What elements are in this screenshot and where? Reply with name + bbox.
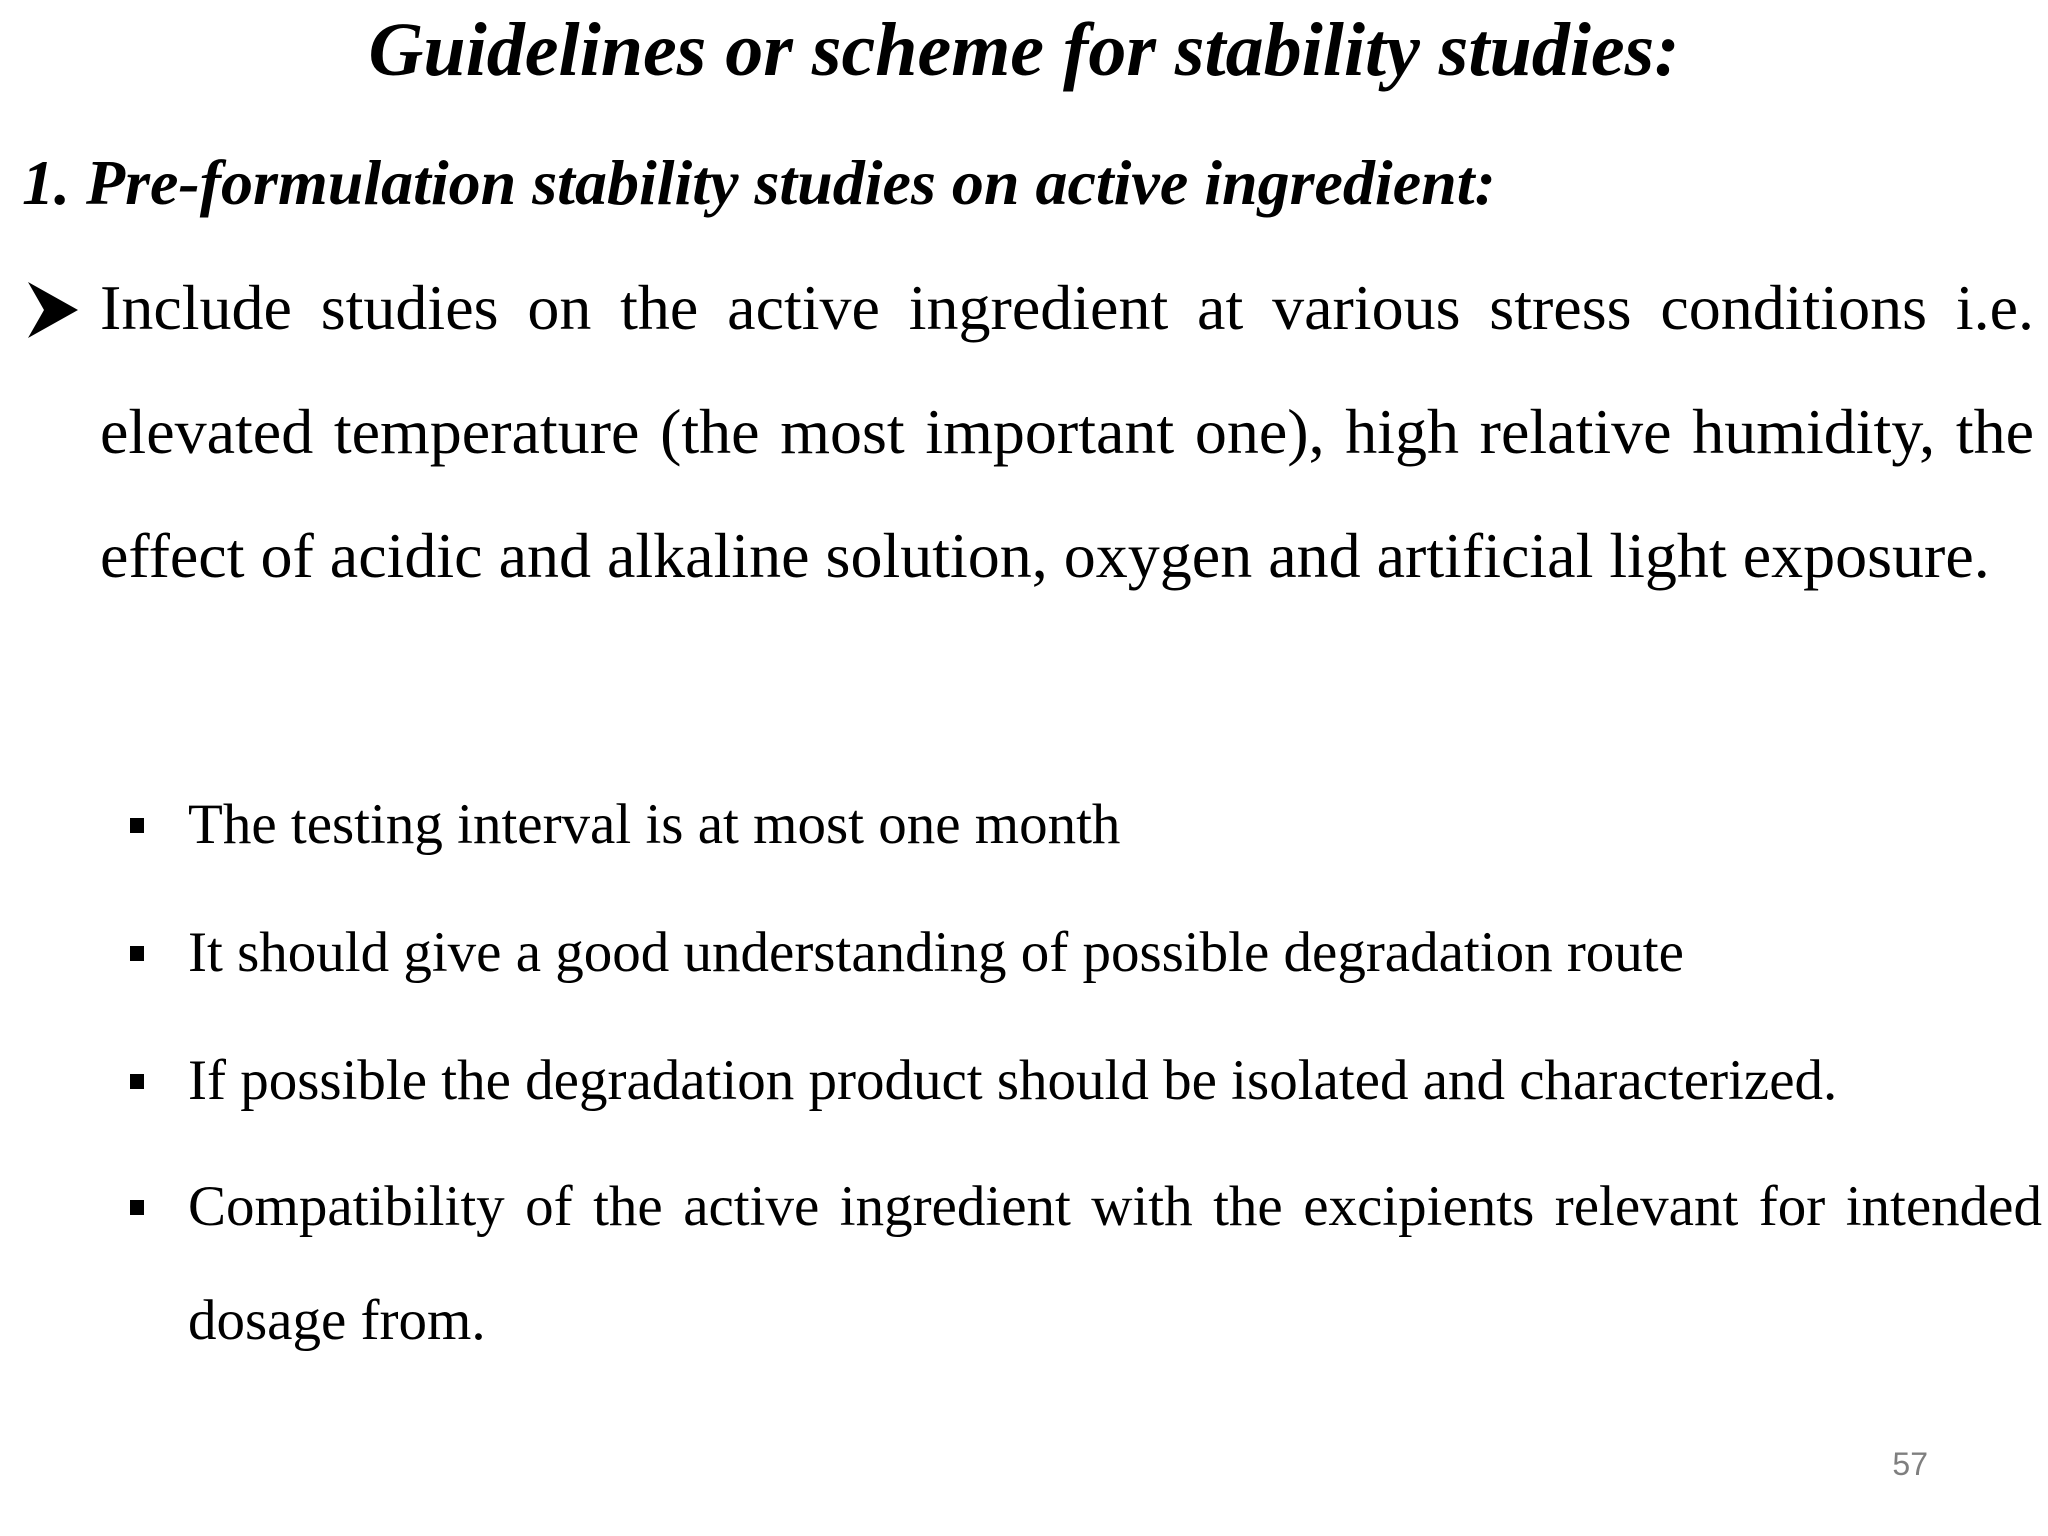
arrow-bullet-icon	[28, 282, 78, 338]
list-item	[130, 1150, 2042, 1378]
square-bullet-icon	[130, 1074, 144, 1089]
section-heading: 1. Pre-formulation stability studies on active ingredient:	[22, 147, 1496, 218]
square-bullet-icon	[130, 1200, 144, 1215]
list-item	[130, 1026, 2042, 1154]
sub-bullet-list	[130, 770, 2042, 1378]
slide-title: Guidelines or scheme for stability studies:	[368, 8, 1680, 92]
square-bullet-icon	[130, 818, 144, 833]
list-item-text: If possible the degradation product should be isolated and characterized.	[188, 1049, 1838, 1112]
list-item-text: The testing interval is at most one month	[188, 793, 1121, 856]
list-item-text: It should give a good understanding of possible degradation route	[188, 921, 1684, 984]
square-bullet-icon	[130, 946, 144, 961]
list-item	[130, 898, 2042, 1026]
page-number: 57	[1892, 1446, 1928, 1482]
list-item-text: Compatibility of the active ingredient with the excipients relevant for intended dosage from.	[188, 1175, 2042, 1352]
list-item	[130, 770, 2042, 898]
main-bullet-text: Include studies on the active ingredient at various stress conditions i.e. elevated temperature (the most important one), high relative humidity, the effect of acidic and alkaline solution, oxygen and artificial light exposure.	[100, 272, 2034, 591]
